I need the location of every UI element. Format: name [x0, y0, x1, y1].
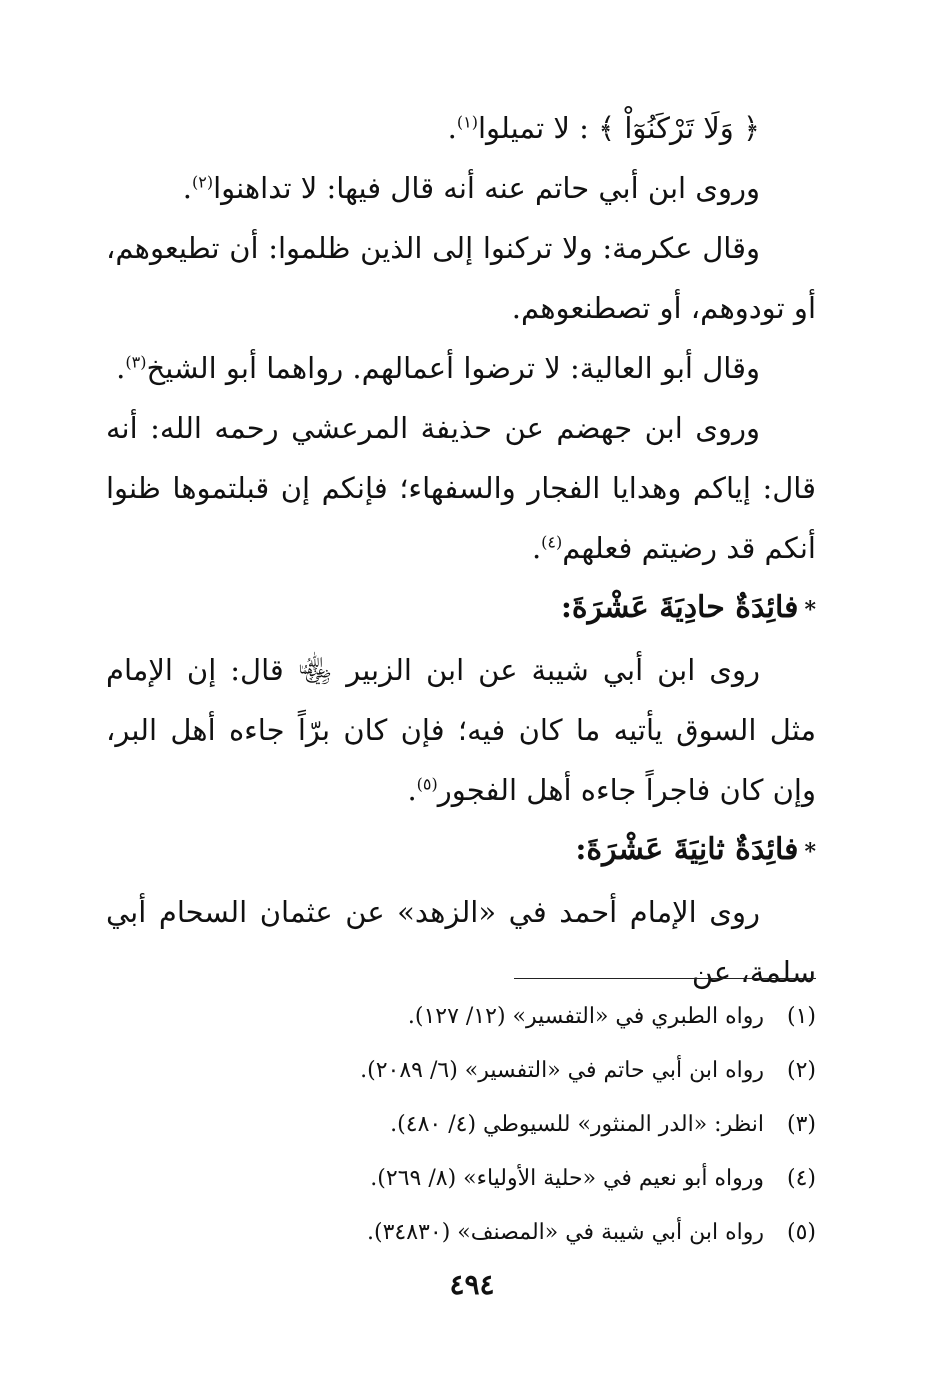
paragraph-6: [106, 640, 816, 820]
footnote-ref-1: (١): [456, 112, 478, 132]
paragraph-7-text: روى الإمام أحمد في «الزهد» عن عثمان السحام أبي سلمة، عن: [106, 895, 816, 989]
footnote-divider: [514, 978, 816, 979]
footnote-text: رواه الطبري في «التفسير» (١٢/ ١٢٧).: [407, 1004, 764, 1029]
footnote-number: (٥): [786, 1220, 816, 1245]
footnote-text: ورواه أبو نعيم في «حلية الأولياء» (٨/ ٢٦٩).: [370, 1166, 764, 1191]
paragraph-5-text: وروى ابن جهضم عن حذيفة المرعشي رحمه الله: أنه قال: إياكم وهدايا الفجار والسفهاء؛ فإنكم إن قبلتموها ظنوا أنكم قد رضيتم فعلهم: [106, 411, 816, 565]
paragraph-4-text: وقال أبو العالية: لا ترضوا أعمالهم. رواهما أبو الشيخ: [146, 351, 760, 385]
footnote-ref-2: (٢): [191, 172, 214, 192]
asterisk-icon: *: [804, 597, 816, 623]
footnote-number: (٢): [786, 1058, 816, 1083]
footnote-3: [106, 1098, 816, 1152]
footnotes: [106, 990, 816, 1260]
paragraph-5-tail: .: [531, 531, 542, 565]
footnote-text: رواه ابن أبي شيبة في «المصنف» (٣٤٨٣٠).: [367, 1220, 764, 1245]
main-text: [106, 98, 816, 1002]
paragraph-6-tail: .: [407, 773, 417, 807]
paragraph-1: [106, 98, 816, 158]
paragraph-4-tail: .: [116, 351, 126, 385]
footnote-text: رواه ابن أبي حاتم في «التفسير» (٦/ ٢٠٨٩).: [360, 1058, 764, 1083]
paragraph-2-text: وروى ابن أبي حاتم عنه أنه قال فيها: لا تداهنوا: [213, 171, 760, 205]
paragraph-7: [106, 882, 816, 1002]
footnote-ref-5: (٥): [416, 774, 438, 794]
paragraph-5: [106, 398, 816, 578]
paragraph-1-text: ﴿ وَلَا تَرْكَنُوٓاْ ﴾ : لا تميلوا: [477, 111, 760, 145]
page-number: ٤٩٤: [449, 1268, 495, 1301]
section-heading-12: [106, 820, 816, 882]
footnote-5: [106, 1206, 816, 1260]
footnote-ref-3: (٣): [125, 352, 147, 372]
section-heading-12-text: فائِدَةٌ ثانِيَةَ عَشْرَةَ:: [575, 832, 799, 867]
footnote-number: (٣): [786, 1112, 816, 1137]
paragraph-4: [106, 338, 816, 398]
footnote-4: [106, 1152, 816, 1206]
footnote-number: (١): [786, 1004, 816, 1029]
paragraph-2-tail: .: [182, 171, 192, 205]
paragraph-3-text: وقال عكرمة: ولا تركنوا إلى الذين ظلموا: أن تطيعوهم، أو تودوهم، أو تصطنعوهم.: [106, 231, 816, 325]
paragraph-1-tail: .: [447, 111, 457, 145]
footnote-1: [106, 990, 816, 1044]
paragraph-6-text: روى ابن أبي شيبة عن ابن الزبير ﵄ قال: إن الإمام مثل السوق يأتيه ما كان فيه؛ فإن كان برّاً جاءه أهل البر، وإن كان فاجراً جاءه أهل الفجور: [106, 653, 816, 807]
footnote-number: (٤): [786, 1166, 816, 1191]
paragraph-3: [106, 218, 816, 338]
footnote-ref-4: (٤): [541, 532, 563, 552]
section-heading-11: [106, 578, 816, 640]
asterisk-icon: *: [804, 839, 816, 865]
section-heading-11-text: فائِدَةٌ حادِيَةَ عَشْرَةَ:: [560, 590, 799, 625]
paragraph-2: [106, 158, 816, 218]
footnote-text: انظر: «الدر المنثور» للسيوطي (٤/ ٤٨٠).: [390, 1112, 764, 1137]
footnote-2: [106, 1044, 816, 1098]
